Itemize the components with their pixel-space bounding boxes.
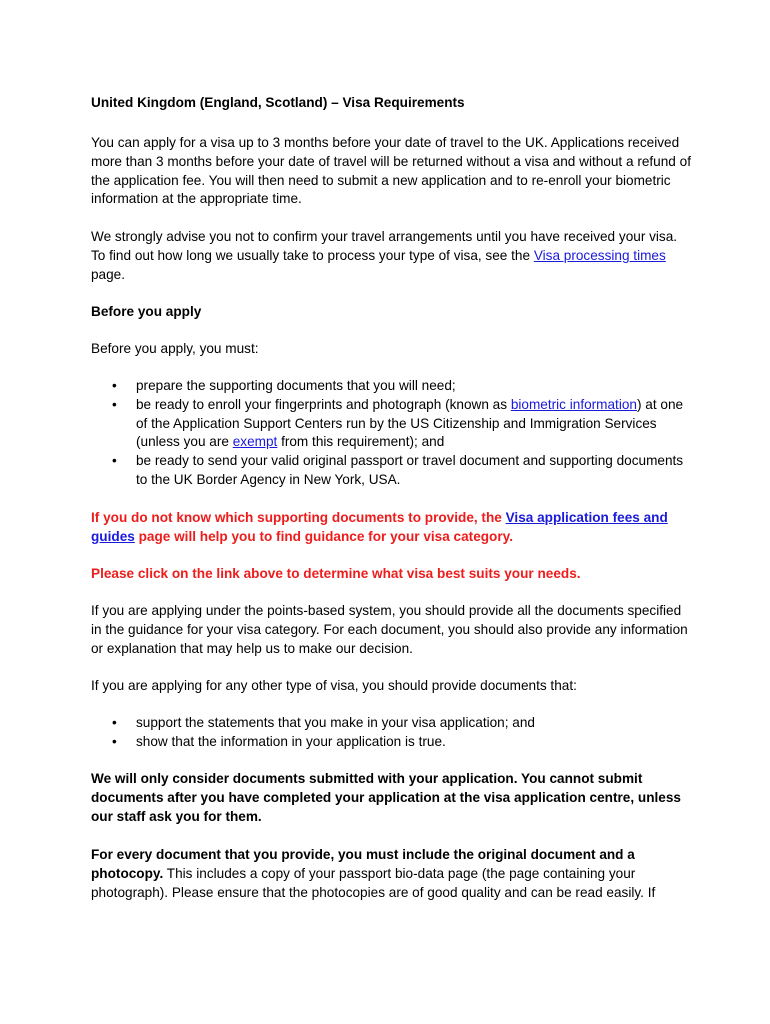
visa-processing-times-link[interactable]: Visa processing times [533, 247, 666, 263]
intro-paragraph-2-end: page. [91, 266, 126, 282]
click-link-notice: Please click on the link above to determine what visa best suits your needs. [91, 566, 581, 581]
bullet-icon: • [112, 733, 117, 749]
document-title: United Kingdom (England, Scotland) – Visa Requirements [91, 95, 465, 110]
notice-text: page will help you to find guidance for your visa category. [134, 528, 513, 544]
bullet-icon: • [112, 453, 117, 469]
bullet-icon: • [112, 715, 117, 730]
list-item [91, 733, 691, 752]
list-item [91, 377, 691, 396]
list-item [91, 452, 691, 490]
intro-paragraph-1: You can apply for a visa up to 3 months before your date of travel to the UK. Applications received more than 3 months before your date of travel will be returned without a visa and without a refund of the application fee. You will then need to submit a new application and to re-enroll your biometric information at the appropriate time. [91, 135, 691, 207]
before-apply-list [91, 377, 691, 490]
every-document-text: This includes a copy of your passport bio-data page (the page containing your photograph). Please ensure that the photocopies are of good quality and can be read easily. If [91, 865, 656, 900]
list-item-text: support the statements that you make in your visa application; and [136, 715, 535, 730]
intro-paragraph-2 [91, 228, 691, 284]
only-consider-notice: We will only consider documents submitted with your application. You cannot submit documents after you have completed your application at the visa application centre, unless our staff ask you for them. [91, 771, 681, 824]
before-apply-heading: Before you apply [91, 304, 202, 319]
bullet-icon: • [112, 396, 117, 412]
supporting-documents-notice [91, 509, 691, 547]
bullet-icon: • [112, 378, 117, 393]
list-item-text: be ready to enroll your fingerprints and photograph (known as [136, 396, 511, 412]
list-item-text: show that the information in your application is true. [136, 733, 446, 749]
notice-text: If you do not know which supporting documents to provide, the [91, 510, 506, 525]
list-item-text: prepare the supporting documents that you will need; [136, 378, 456, 393]
visa-fees-guides-link[interactable]: Visa application fees and guides [91, 510, 668, 544]
list-item [91, 396, 691, 452]
exempt-link[interactable]: exempt [232, 434, 278, 450]
list-item-text: be ready to send your valid original passport or travel document and supporting documents to the UK Border Agency in New York, USA. [136, 453, 684, 487]
before-apply-lead: Before you apply, you must: [91, 341, 259, 356]
list-item-text: ) at one of the Application Support Centers run by the US Citizenship and Immigration Services (unless you are [136, 396, 684, 450]
every-document-bold: For every document that you provide, you must include the original document and a photocopy. [91, 847, 635, 881]
intro-paragraph-2-text: We strongly advise you not to confirm your travel arrangements until you have received your visa. To find out how long we usually take to process your type of visa, see the [91, 229, 678, 263]
every-document-paragraph [91, 846, 691, 902]
list-item [91, 714, 691, 733]
list-item-text: from this requirement); and [277, 434, 445, 450]
other-visa-lead: If you are applying for any other type of visa, you should provide documents that: [91, 678, 577, 693]
biometric-information-link[interactable]: biometric information [510, 396, 637, 412]
points-based-paragraph: If you are applying under the points-based system, you should provide all the documents specified in the guidance for your visa category. For each document, you should also provide any information or explanation that may help us to make our decision. [91, 603, 688, 656]
other-visa-list [91, 714, 691, 752]
